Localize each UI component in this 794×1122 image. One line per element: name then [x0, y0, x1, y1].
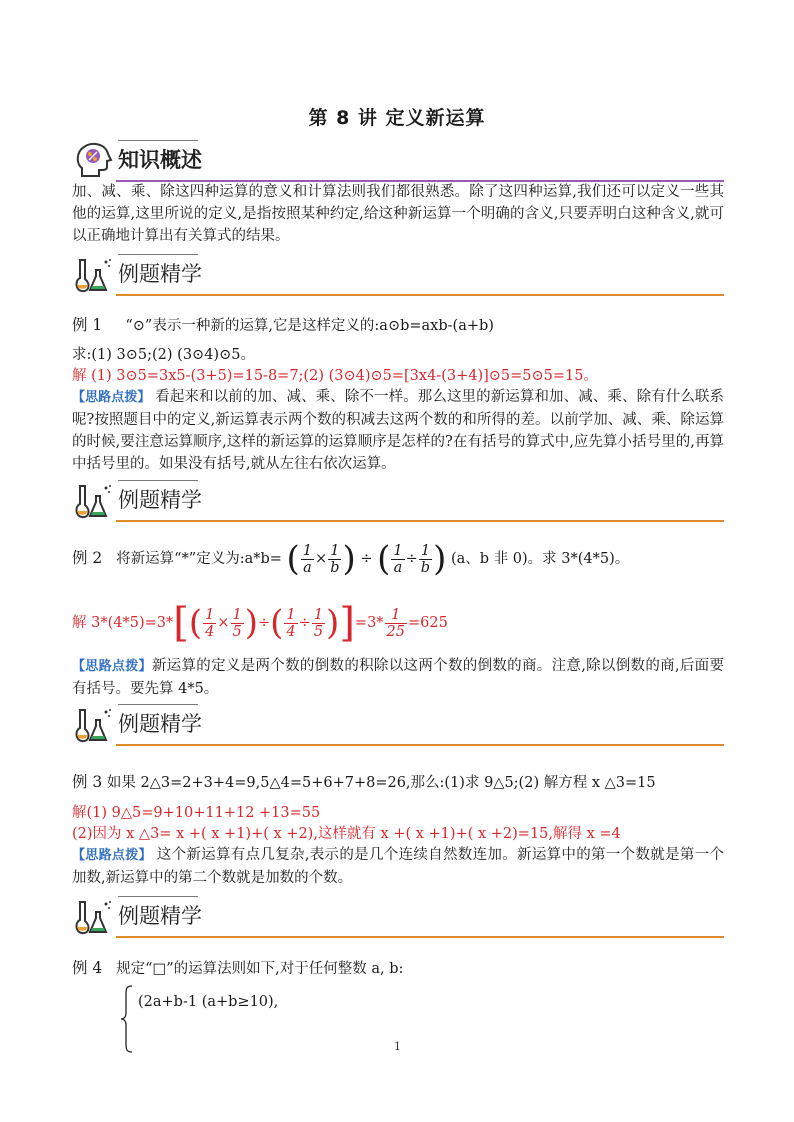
fraction: $\frac{1}{a}$	[393, 542, 403, 576]
ex1-label: 例 1	[72, 316, 103, 334]
header-top-line	[118, 254, 198, 255]
fraction: $\frac{1}{25}$	[386, 606, 405, 640]
head-brain-icon	[72, 138, 116, 182]
ex2-label: 例 2	[72, 549, 103, 567]
ex3-hint-text: 这个新运算有点几复杂,表示的是几个连续自然数连加。新运算中的第一个数就是第一个加数,新运算中的第二个数就是加数的个数。	[72, 847, 724, 886]
ex3-statement-line	[72, 772, 656, 793]
ex3-solution-2: (2)因为 x △3= x +( x +1)+( x +2),这样就有 x +( x +1)+( x +2)=15,解得 x =4	[72, 826, 621, 842]
example-header-3	[72, 702, 724, 746]
ex1-hint-text: 看起来和以前的加、减、乘、除不一样。那么这里的新运算和加、减、乘、除有什么联系呢?按照题目中的定义,新运算表示两个数的积减去这两个数的和所得的差。以前学加、减、乘、除运算的时候,要注意运算顺序,这样的新运算的运算顺序是怎样的?在有括号的算式中,应先算小括号里的,再算中括号里的。如果没有括号,就从左往右依次运算。	[72, 389, 724, 472]
ex1-hint	[72, 386, 724, 475]
example-label: 例题精学	[118, 262, 202, 286]
ex2-statement-line: 例 2 将新运算“*”定义为:a*b= ( $\frac{1}{a}$ × $\frac{1}{b}$ ) ÷ ( $\frac{1}{a}$ ÷ $\frac{1}{b}$ ) (a、b 非 0)。求 3*(4*5)。	[72, 539, 630, 579]
ex1-solution: 解 (1) 3⊙5=3x5-(3+5)=15-8=7;(2) (3⊙4)⊙5=[3x4-(3+4)]⊙5=5⊙5=15。	[72, 368, 599, 384]
flask-icon	[72, 702, 116, 746]
hint-tag: 【思路点拨】	[72, 390, 151, 405]
header-rule	[116, 744, 724, 746]
hint-tag: 【思路点拨】	[72, 659, 152, 674]
ex4-label: 例 4	[72, 959, 103, 977]
left-brace	[120, 985, 134, 1053]
ex3-solution-1: 解(1) 9△5=9+10+11+12 +13=55	[72, 805, 321, 821]
overview-text: 加、减、乘、除这四种运算的意义和计算法则我们都很熟悉。除了这四种运算,我们还可以定义一些其他的运算,这里所说的定义,是指按照某种约定,给这种新运算一个明确的含义,只要弄明白这种含义,就可以正确地计算出有关算式的结果。	[72, 184, 724, 244]
header-top-line	[118, 480, 198, 481]
hint-tag: 【思路点拨】	[72, 848, 152, 863]
fraction: $\frac{1}{b}$	[330, 542, 340, 576]
ex3-label: 例 3	[72, 773, 103, 791]
ex1-statement-line	[72, 315, 494, 336]
header-rule	[116, 294, 724, 296]
example-header-4	[72, 894, 724, 938]
header-top-line	[118, 896, 198, 897]
ex4-statement: 规定“□”的运算法则如下,对于任何整数 a, b:	[116, 961, 404, 977]
ex3-statement: 如果 2△3=2+3+4=9,5△4=5+6+7+8=26,那么:(1)求 9△5;(2) 解方程 x △3=15	[106, 775, 656, 791]
fraction: $\frac{1}{4}$	[286, 606, 296, 640]
flask-icon	[72, 252, 116, 296]
example-label: 例题精学	[118, 488, 202, 512]
ex2-hint	[72, 655, 724, 700]
header-rule	[116, 520, 724, 522]
fraction: $\frac{1}{4}$	[205, 606, 215, 640]
fraction: $\frac{1}{b}$	[420, 542, 431, 576]
page-title: 第 8 讲 定义新运算	[308, 107, 486, 129]
ex2-solution: 解 3*(4*5)=3*[( $\frac{1}{4}$ × $\frac{1}{5}$ )÷( $\frac{1}{4}$ ÷ $\frac{1}{5}$ )]=3* $\frac{1}{25}$ =625	[72, 600, 448, 646]
ex2-pre: 将新运算“*”定义为:a*b=	[116, 551, 282, 567]
ex1-statement: “⊙”表示一种新的运算,它是这样定义的:a⊙b=axb-(a+b)	[125, 318, 494, 334]
flask-icon	[72, 894, 116, 938]
example-label: 例题精学	[118, 712, 202, 736]
ex2-hint-text: 新运算的定义是两个数的倒数的积除以这两个数的倒数的商。注意,除以倒数的商,后面要有括号。要先算 4*5。	[72, 658, 724, 697]
ex3-hint	[72, 844, 724, 889]
fraction: $\frac{1}{5}$	[313, 606, 324, 640]
fraction: $\frac{1}{5}$	[232, 606, 242, 640]
example-header-1	[72, 252, 724, 296]
example-header-2	[72, 478, 724, 522]
header-top-line	[118, 704, 198, 705]
header-top-line	[118, 140, 198, 141]
overview-label: 知识概述	[118, 148, 202, 172]
ex4-statement-line	[72, 958, 403, 979]
overview-header	[72, 138, 724, 182]
fraction: $\frac{1}{a}$	[302, 542, 313, 576]
ex1-question: 求:(1) 3⊙5;(2) (3⊙4)⊙5。	[72, 347, 255, 363]
ex2-post: (a、b 非 0)。求 3*(4*5)。	[450, 551, 630, 567]
flask-icon	[72, 478, 116, 522]
page-number: 1	[394, 1040, 401, 1053]
example-label: 例题精学	[118, 904, 202, 928]
header-rule	[116, 936, 724, 938]
ex4-case-1: (2a+b-1 (a+b≥10),	[138, 994, 279, 1010]
